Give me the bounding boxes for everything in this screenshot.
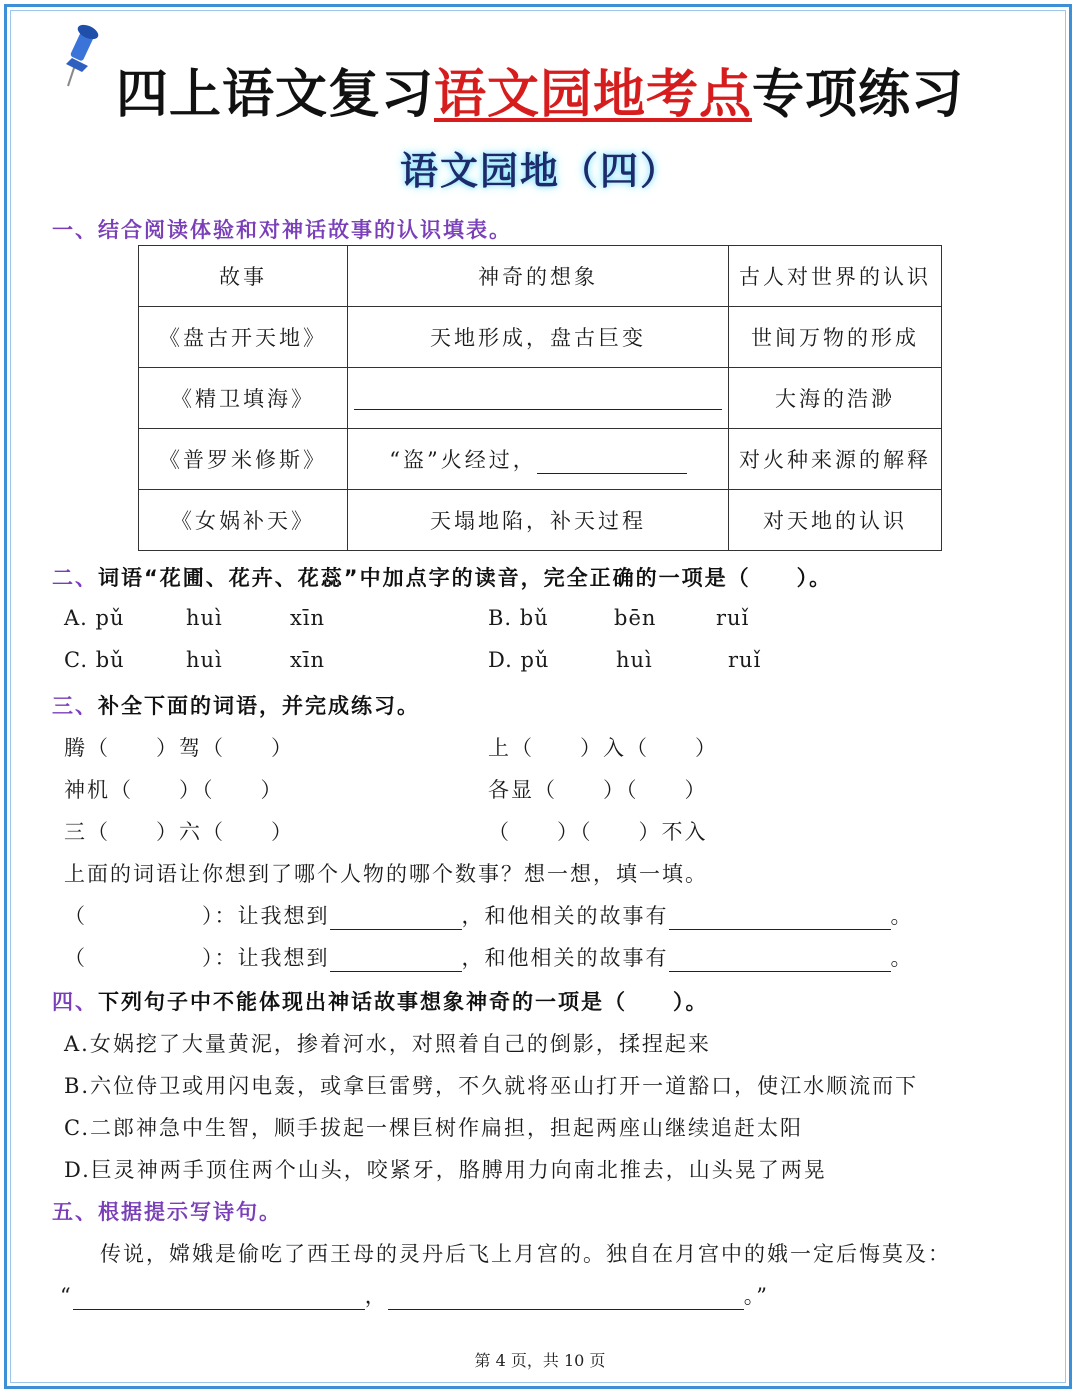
- answer-blank[interactable]: [354, 387, 722, 410]
- q3-fill-line: （ ）：让我想到 ，和他相关的故事有 。: [64, 946, 914, 970]
- pinyin: xīn: [290, 606, 326, 630]
- q4-option-c[interactable]: C.二郎神急中生智，顺手拔起一棵巨树作扁担，担起两座山继续追赶太阳: [64, 1116, 803, 1140]
- answer-blank[interactable]: [330, 949, 462, 972]
- pinyin: xīn: [290, 648, 326, 672]
- answer-blank[interactable]: [669, 907, 891, 930]
- word-blank[interactable]: 三（ ）六（ ）: [64, 820, 294, 844]
- q4-heading: 四、下列句子中不能体现出神话故事想象神奇的一项是（ ）。: [52, 990, 709, 1014]
- title-highlight: 语文园地考点: [433, 65, 752, 125]
- cell-understanding: 世间万物的形成: [729, 307, 942, 368]
- subtitle: 语文园地（四）: [399, 149, 680, 193]
- cell-story: 《女娲补天》: [139, 490, 348, 551]
- story-table: [138, 245, 942, 551]
- cell-understanding: 对天地的认识: [729, 490, 942, 551]
- answer-blank[interactable]: [388, 1287, 744, 1310]
- cell-imagination: 天地形成，盘古巨变: [348, 307, 729, 368]
- pinyin: ruǐ: [716, 606, 750, 630]
- answer-blank[interactable]: [669, 949, 891, 972]
- pinyin: huì: [186, 606, 223, 630]
- q1-heading: 一、结合阅读体验和对神话故事的认识填表。: [52, 218, 512, 242]
- q4-option-b[interactable]: B.六位侍卫或用闪电轰，或拿巨雷劈，不久就将巫山打开一道豁口，使江水顺流而下: [64, 1074, 919, 1098]
- table-row: [139, 307, 942, 368]
- cell-imagination[interactable]: [348, 368, 729, 429]
- cell-story: 《普罗米修斯》: [139, 429, 348, 490]
- cell-understanding: 对火种来源的解释: [729, 429, 942, 490]
- pinyin: bēn: [614, 606, 657, 630]
- answer-blank[interactable]: [330, 907, 462, 930]
- q4-option-d[interactable]: D.巨灵神两手顶住两个山头，咬紧牙，胳膊用力向南北推去，山头晃了两晃: [64, 1158, 827, 1182]
- cell-imagination: 天塌地陷，补天过程: [348, 490, 729, 551]
- q2-heading: 二、词语“花圃、花卉、花蕊”中加点字的读音，完全正确的一项是（ ）。: [52, 566, 833, 590]
- pinyin: ruǐ: [728, 648, 762, 672]
- q3-prompt: 上面的词语让你想到了哪个人物的哪个数事？想一想，填一填。: [64, 862, 708, 886]
- word-blank[interactable]: 腾（ ）驾（ ）: [64, 736, 294, 760]
- answer-blank[interactable]: [537, 451, 687, 474]
- table-header-row: [139, 246, 942, 307]
- answer-blank[interactable]: [73, 1287, 365, 1310]
- q5-heading: 五、根据提示写诗句。: [52, 1200, 282, 1224]
- q2-option-d[interactable]: D. pǔ: [488, 648, 550, 672]
- q4-option-a[interactable]: A.女娲挖了大量黄泥，掺着河水，对照着自己的倒影，揉捏起来: [64, 1032, 711, 1056]
- cell-story: 《精卫填海》: [139, 368, 348, 429]
- q2-option-c[interactable]: C. bǔ: [64, 648, 125, 672]
- q3-fill-line: （ ）：让我想到 ，和他相关的故事有 。: [64, 904, 914, 928]
- page-footer: 第 4 页，共 10 页: [474, 1351, 606, 1370]
- word-blank[interactable]: （ ）（ ）不入: [488, 820, 708, 844]
- cell-understanding: 大海的浩渺: [729, 368, 942, 429]
- word-blank[interactable]: 上（ ）入（ ）: [488, 736, 718, 760]
- pinyin: huì: [616, 648, 653, 672]
- table-row: [139, 368, 942, 429]
- cell-imagination: “盗”火经过，: [348, 429, 729, 490]
- q5-text: 传说，嫦娥是偷吃了西王母的灵丹后飞上月宫的。独自在月宫中的娥一定后悔莫及：: [100, 1242, 951, 1266]
- cell-story: 《盘古开天地》: [139, 307, 348, 368]
- table-row: [139, 490, 942, 551]
- word-blank[interactable]: 神机（ ）（ ）: [64, 778, 284, 802]
- col-header: 故事: [139, 246, 348, 307]
- q2-option-b[interactable]: B. bǔ: [488, 606, 549, 630]
- col-header: 神奇的想象: [348, 246, 729, 307]
- q2-option-a[interactable]: A. pǔ: [64, 606, 125, 630]
- pinyin: huì: [186, 648, 223, 672]
- page-title: 四上语文复习语文园地考点专项练习: [115, 65, 965, 125]
- q3-heading: 三、补全下面的词语，并完成练习。: [52, 694, 420, 718]
- table-row: [139, 429, 942, 490]
- word-blank[interactable]: 各显（ ）（ ）: [488, 778, 708, 802]
- col-header: 古人对世界的认识: [729, 246, 942, 307]
- q5-answer-line: “ ， 。”: [60, 1284, 769, 1308]
